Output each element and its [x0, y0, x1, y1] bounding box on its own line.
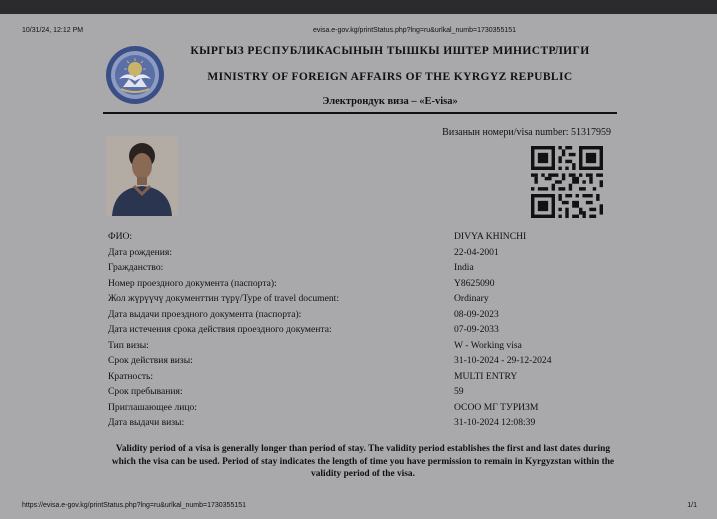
- evisa-subtitle: Электрондук виза – «E-visa»: [322, 96, 458, 107]
- qr-code-icon: [531, 146, 603, 218]
- page-number: 1/1: [687, 502, 697, 509]
- ministry-title-kg: КЫРГЫЗ РЕСПУБЛИКАСЫНЫН ТЫШКЫ ИШТЕР МИНИСТРЛИГИ: [190, 45, 590, 57]
- field-row-visa-issue-date: [108, 415, 628, 431]
- field-value: DIVYA KHINCHI: [454, 231, 527, 242]
- field-label: Дата выдачи визы:: [108, 417, 185, 428]
- ministry-title-en: MINISTRY OF FOREIGN AFFAIRS OF THE KYRGYZ REPUBLIC: [207, 71, 573, 83]
- field-row-passport-expiry-date: [108, 322, 628, 338]
- applicant-photo: [106, 136, 178, 216]
- field-value: 31-10-2024 12:08:39: [454, 417, 536, 428]
- field-row-entries: [108, 369, 628, 385]
- field-value: W - Working visa: [454, 339, 522, 351]
- print-url: evisa.e-gov.kg/printStatus.php?lng=ru&urlkal_numb=1730355151: [313, 27, 517, 34]
- field-row-full-name: [108, 229, 628, 245]
- print-header: [0, 27, 717, 39]
- field-row-stay-duration: [108, 384, 628, 400]
- field-value: ОСОО МГ ТУРИЗМ: [454, 401, 539, 413]
- field-value: 59: [454, 386, 464, 397]
- field-label: Гражданство:: [108, 262, 164, 273]
- applicant-portrait-icon: [106, 136, 178, 216]
- print-footer-url: https://evisa.e-gov.kg/printStatus.php?lng=ru&urlkal_numb=1730355151: [22, 502, 247, 509]
- print-footer: [0, 502, 717, 514]
- field-value: 22-04-2001: [454, 246, 499, 258]
- field-value: MULTI ENTRY: [454, 370, 518, 382]
- field-label: ФИО:: [108, 231, 133, 242]
- field-label: Тип визы:: [108, 339, 149, 351]
- field-row-citizenship: [108, 260, 628, 276]
- field-label: Кратность:: [108, 370, 154, 382]
- validity-note: Validity period of a visa is generally longer than period of stay. The validity period establishes the first and last dates during which the visa can be used. Period of stay indicates the length of time you have permission to remain in Kyrgyzstan within the validity period of the visa.: [111, 444, 615, 479]
- header-divider: [103, 112, 617, 114]
- state-emblem-seal-icon: [105, 45, 165, 105]
- visa-details-list: [108, 229, 628, 431]
- field-value: 08-09-2023: [454, 308, 499, 320]
- field-label: Срок пребывания:: [108, 386, 183, 397]
- field-value: Y8625090: [454, 277, 495, 289]
- visa-number: Визанын номери/visa number: 51317959: [442, 127, 611, 138]
- field-label: Номер проездного документа (паспорта):: [108, 277, 277, 289]
- field-row-inviting-party: [108, 400, 628, 416]
- field-value: 07-09-2033: [454, 324, 499, 335]
- field-row-passport-number: [108, 276, 628, 292]
- field-row-visa-type: [108, 338, 628, 354]
- field-row-passport-issue-date: [108, 307, 628, 323]
- field-label: Дата рождения:: [108, 246, 172, 258]
- field-value: 31-10-2024 - 29-12-2024: [454, 355, 552, 366]
- field-label: Приглашающее лицо:: [108, 401, 197, 413]
- field-label: Жол жүрүүчү документтин түрү/Type of travel document:: [108, 293, 340, 304]
- field-row-document-type: [108, 291, 628, 307]
- field-value: Ordinary: [454, 293, 489, 304]
- field-row-birth-date: [108, 245, 628, 261]
- field-label: Срок действия визы:: [108, 355, 193, 366]
- field-row-visa-validity: [108, 353, 628, 369]
- field-value: India: [454, 262, 474, 273]
- field-label: Дата истечения срока действия проездного документа:: [108, 324, 332, 335]
- print-datetime: 10/31/24, 12:12 PM: [22, 27, 84, 34]
- field-label: Дата выдачи проездного документа (паспорта):: [108, 308, 302, 320]
- browser-top-bar: [0, 0, 717, 14]
